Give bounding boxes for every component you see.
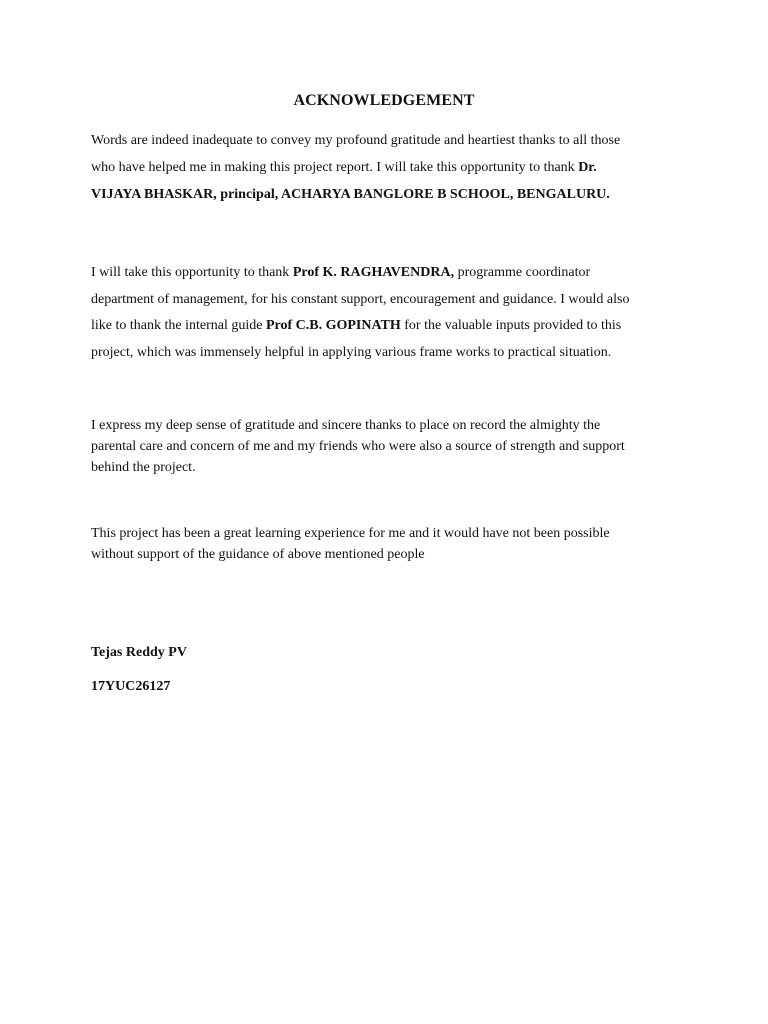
bold-text: Dr. (578, 160, 597, 175)
paragraph-text: who have helped me in making this project report. I will take this opportunity to thank (91, 160, 579, 175)
paragraph-text: programme coordinator (454, 265, 591, 280)
paragraph-line: This project has been a great learning experience for me and it would have not been possible (91, 526, 610, 541)
paragraph-line: behind the project. (91, 460, 196, 475)
paragraph-gratitude (91, 127, 681, 208)
bold-text: Prof K. RAGHAVENDRA, (292, 265, 455, 280)
paragraph-line: parental care and concern of me and my friends who were also a source of strength and support (91, 439, 625, 454)
paragraph-line: department of management, for his constant support, encouragement and guidance. I would also (91, 291, 630, 307)
paragraph-line: Words are indeed inadequate to convey my profound gratitude and heartiest thanks to all those (91, 133, 621, 148)
paragraph-text: for the valuable inputs provided to this (400, 318, 622, 333)
paragraph-line: project, which was immensely helpful in applying various frame works to practical situation. (91, 344, 612, 360)
bold-text: Prof C.B. GOPINATH (265, 318, 401, 333)
paragraph-learning-experience (91, 523, 681, 565)
paragraph-line: I express my deep sense of gratitude and sincere thanks to place on record the almighty the (91, 418, 601, 433)
paragraph-text: like to thank the internal guide (91, 318, 266, 333)
paragraph-family-friends (91, 415, 681, 478)
paragraph-line (91, 313, 681, 340)
paragraph-line (91, 260, 681, 287)
page-title: ACKNOWLEDGEMENT (293, 92, 475, 109)
paragraph-line (91, 154, 681, 181)
student-id: 17YUC26127 (91, 679, 171, 694)
paragraph-line-bold: VIJAYA BHASKAR, principal, ACHARYA BANGLORE B SCHOOL, BENGALURU. (91, 187, 610, 202)
paragraph-line: without support of the guidance of above mentioned people (91, 547, 425, 562)
paragraph-text: I will take this opportunity to thank (91, 265, 293, 280)
signature-name: Tejas Reddy PV (91, 645, 187, 660)
paragraph-thanks-faculty (91, 260, 681, 366)
